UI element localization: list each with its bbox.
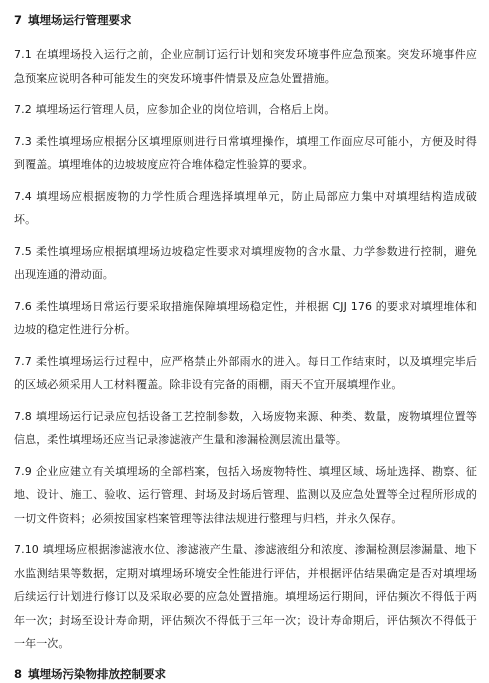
paragraph-7-9 (14, 460, 477, 531)
clause-text: 填埋场应根据渗滤液水位、渗滤液产生量、渗滤液组分和浓度、渗漏检测层渗漏量、地下水监测结果等数据，定期对填埋场环境安全性能进行评估，并根据评估结果确定是否对填埋场后续运行计划进行修订以及采取必要的应急处置措施。填埋场运行期间，评估频次不得低于两年一次；封场至设计寿命期，评估频次不得低于三年一次；设计寿命期后，评估频次不得低于一年一次。 (14, 543, 477, 650)
clause-number: 7.8 (14, 409, 32, 423)
paragraph-7-7 (14, 350, 477, 397)
paragraph-7-6 (14, 295, 477, 342)
paragraph-7-4 (14, 185, 477, 232)
clause-text: 在填埋场投入运行之前，企业应制订运行计划和突发环境事件应急预案。突发环境事件应急预案应说明各种可能发生的突发环境事件情景及应急处置措施。 (14, 48, 477, 85)
clause-number: 7.5 (14, 244, 32, 258)
paragraph-7-2 (14, 98, 477, 122)
clause-number: 7.7 (14, 354, 32, 368)
clause-text: 填埋场运行管理人员，应参加企业的岗位培训，合格后上岗。 (35, 103, 336, 116)
clause-text: 填埋场运行记录应包括设备工艺控制参数，入场废物来源、种类、数量，废物填埋位置等信息，柔性填埋场还应当记录渗滤液产生量和渗漏检测层流出量等。 (14, 409, 477, 446)
clause-number: 7.9 (14, 464, 32, 478)
section-title: 填埋场运行管理要求 (28, 13, 132, 27)
clause-number: 7.1 (14, 48, 32, 61)
paragraph-7-10 (14, 538, 477, 656)
clause-number: 7.4 (14, 189, 32, 203)
section-number: 8 (14, 666, 23, 681)
clause-text: 企业应建立有关填埋场的全部档案，包括入场废物特性、填埋区域、场址选择、勘察、征地、设计、施工、验收、运行管理、封场及封场后管理、监测以及应急处置等全过程所形成的一切文件资料；必须按国家档案管理等法律法规进行整理与归档，并永久保存。 (14, 464, 477, 525)
section-7-heading (14, 12, 477, 29)
clause-number: 7.10 (14, 543, 39, 556)
section-8-heading (14, 666, 477, 683)
paragraph-7-3 (14, 130, 477, 177)
clause-number: 7.3 (14, 134, 32, 148)
clause-text: 柔性填埋场应根据填埋场边坡稳定性要求对填埋废物的含水量、力学参数进行控制，避免出现连通的滑动面。 (14, 244, 477, 281)
clause-text: 填埋场应根据废物的力学性质合理选择填埋单元，防止局部应力集中对填埋结构造成破坏。 (14, 189, 477, 226)
clause-text: 柔性填埋场日常运行要采取措施保障填埋场稳定性，并根据 CJJ 176 的要求对填埋堆体和边坡的稳定性进行分析。 (14, 299, 477, 336)
paragraph-7-1 (14, 43, 477, 90)
paragraph-7-8 (14, 405, 477, 452)
paragraph-7-5 (14, 240, 477, 287)
section-title: 填埋场污染物排放控制要求 (28, 666, 167, 681)
clause-number: 7.2 (14, 103, 32, 116)
clause-number: 7.6 (14, 299, 32, 313)
clause-text: 柔性填埋场运行过程中，应严格禁止外部雨水的进入。每日工作结束时，以及填埋完毕后的区域必须采用人工材料覆盖。除非设有完备的雨棚，雨天不宜开展填埋作业。 (14, 354, 477, 391)
section-number: 7 (14, 13, 23, 27)
clause-text: 柔性填埋场应根据分区填埋原则进行日常填埋操作，填埋工作面应尽可能小，方便及时得到覆盖。填埋堆体的边坡坡度应符合堆体稳定性验算的要求。 (14, 134, 477, 171)
